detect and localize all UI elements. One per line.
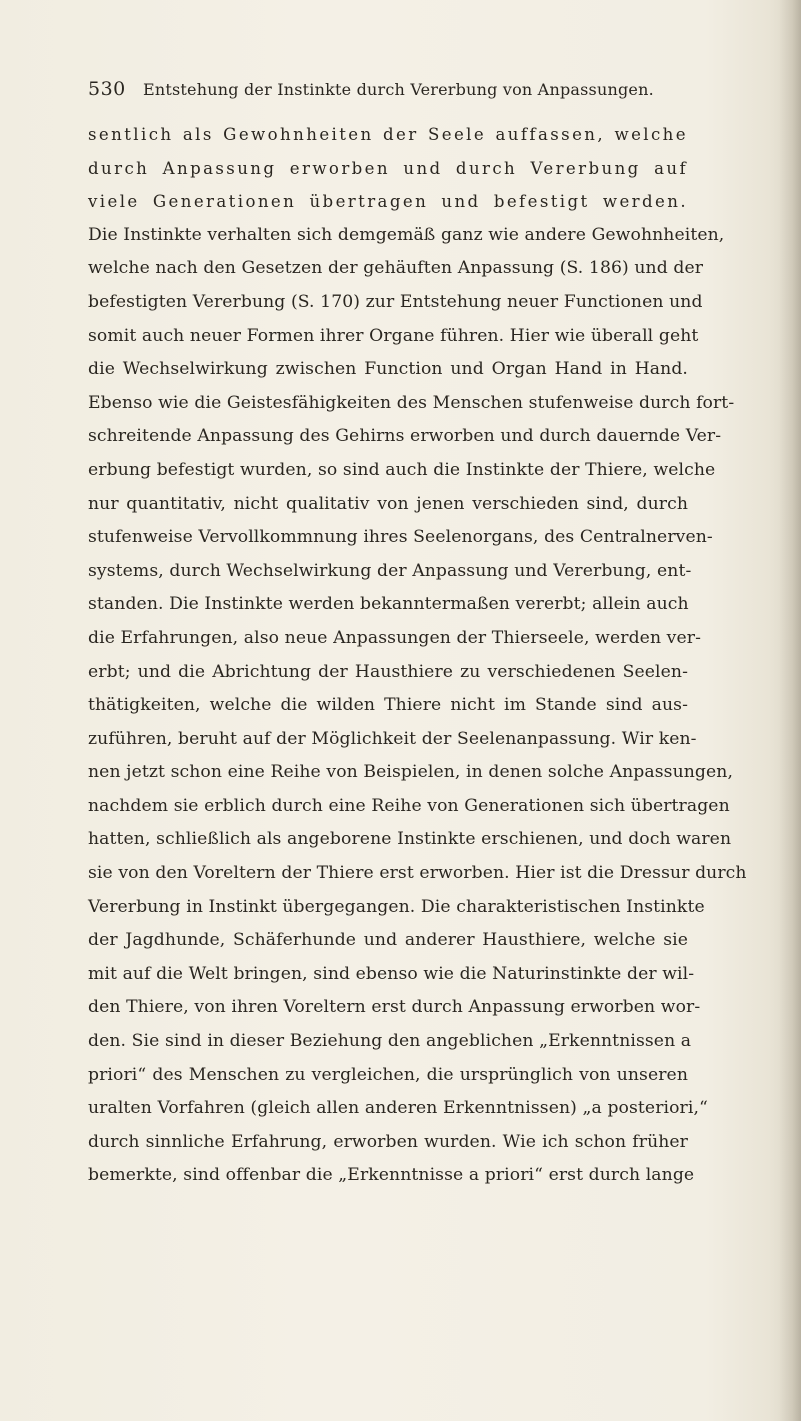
text-line: systems, durch Wechselwirkung der Anpassung und Vererbung, ent-	[88, 560, 692, 581]
page-number: 530	[88, 78, 126, 100]
text-line: schreitende Anpassung des Gehirns erworben und durch dauernde Ver-	[88, 426, 722, 447]
text-line: nen jetzt schon eine Reihe von Beispielen, in denen solche Anpassungen,	[88, 762, 734, 783]
text-line: durch Anpassung erworben und durch Vererbung auf	[88, 158, 688, 178]
text-line: durch sinnliche Erfahrung, erworben wurden. Wie ich schon früher	[88, 1131, 688, 1152]
text-line: den. Sie sind in dieser Beziehung den angeblichen „Erkenntnissen a	[88, 1031, 692, 1052]
text-line: mit auf die Welt bringen, sind ebenso wie die Naturinstinkte der wil-	[88, 963, 695, 984]
text-line: der Jagdhunde, Schäferhunde und anderer Hausthiere, welche sie	[88, 930, 688, 951]
text-line: nachdem sie erblich durch eine Reihe von Generationen sich übertragen	[88, 795, 730, 816]
text-line: die Erfahrungen, also neue Anpassungen der Thierseele, werden ver-	[88, 627, 701, 648]
text-line: nur quantitativ, nicht qualitativ von jenen verschieden sind, durch	[88, 493, 688, 514]
text-line: zuführen, beruht auf der Möglichkeit der Seelenanpassung. Wir ken-	[88, 728, 697, 749]
text-line: Vererbung in Instinkt übergegangen. Die charakteristischen Instinkte	[88, 896, 705, 917]
text-line: welche nach den Gesetzen der gehäuften Anpassung (S. 186) und der	[88, 258, 704, 279]
text-line: hatten, schließlich als angeborene Instinkte erschienen, und doch waren	[88, 829, 732, 850]
body-text	[88, 118, 747, 1193]
text-line: die Wechselwirkung zwischen Function und Organ Hand in Hand.	[88, 359, 688, 380]
text-line: Die Instinkte verhalten sich demgemäß ganz wie andere Gewohnheiten,	[88, 224, 725, 245]
text-line: sie von den Voreltern der Thiere erst erworben. Hier ist die Dressur durch	[88, 863, 747, 884]
text-line: somit auch neuer Formen ihrer Organe führen. Hier wie überall geht	[88, 325, 699, 346]
text-line: erbung befestigt wurden, so sind auch die Instinkte der Thiere, welche	[88, 459, 716, 480]
page-header	[88, 78, 688, 108]
text-line: befestigten Vererbung (S. 170) zur Entstehung neuer Functionen und	[88, 291, 703, 312]
running-head: Entstehung der Instinkte durch Vererbung von Anpassungen.	[143, 80, 654, 99]
text-line: viele Generationen übertragen und befestigt werden.	[88, 192, 688, 212]
text-line: stufenweise Vervollkommnung ihres Seelenorgans, des Centralnerven-	[88, 527, 713, 548]
text-line: erbt; und die Abrichtung der Hausthiere zu verschiedenen Seelen-	[88, 661, 688, 682]
text-line: thätigkeiten, welche die wilden Thiere nicht im Stande sind aus-	[88, 695, 688, 716]
text-line: den Thiere, von ihren Voreltern erst durch Anpassung erworben wor-	[88, 997, 701, 1018]
page-edge-shadow	[779, 0, 801, 1421]
text-line: priori“ des Menschen zu vergleichen, die ursprünglich von unseren	[88, 1064, 688, 1085]
text-line: Ebenso wie die Geistesfähigkeiten des Menschen stufenweise durch fort-	[88, 392, 735, 413]
text-line: bemerkte, sind offenbar die „Erkenntnisse a priori“ erst durch lange	[88, 1165, 695, 1186]
text-line: standen. Die Instinkte werden bekanntermaßen vererbt; allein auch	[88, 594, 689, 615]
text-line: uralten Vorfahren (gleich allen anderen Erkenntnissen) „a posteriori,“	[88, 1098, 708, 1119]
text-line: sentlich als Gewohnheiten der Seele auffassen, welche	[88, 125, 688, 144]
